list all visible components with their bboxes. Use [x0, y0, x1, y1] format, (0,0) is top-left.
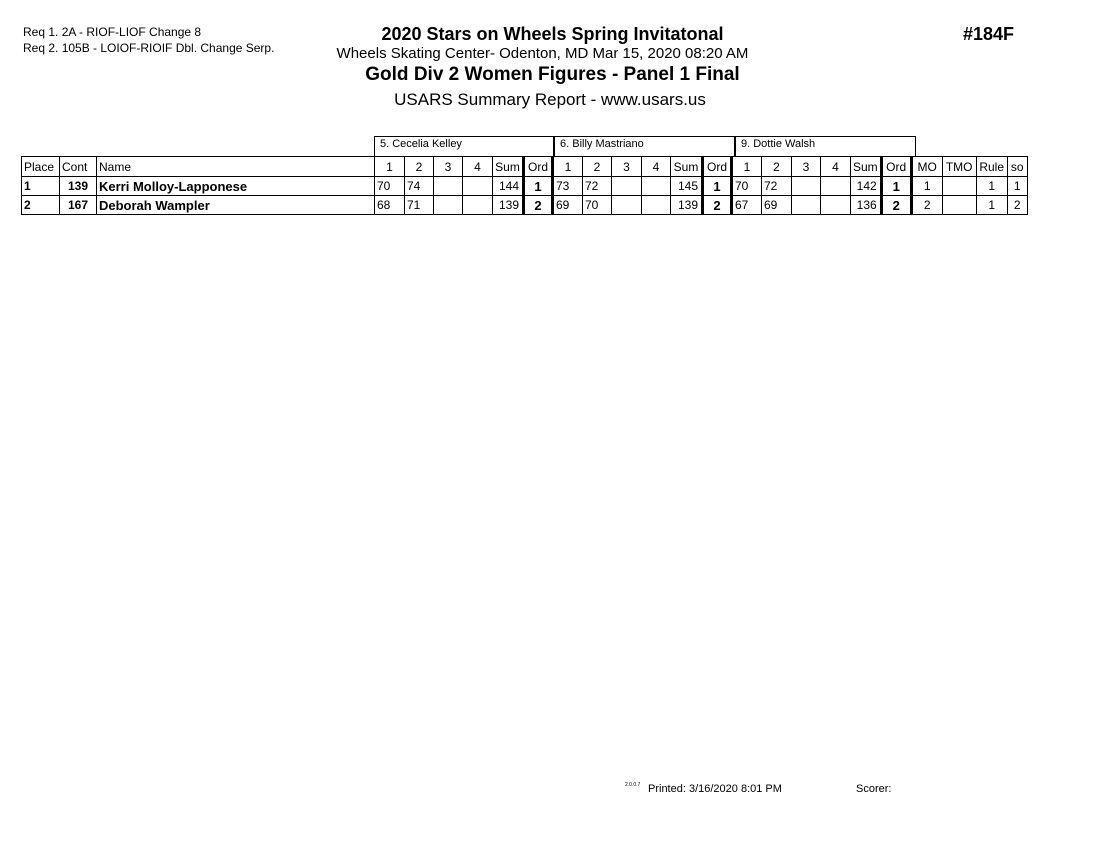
col-j1-ord: Ord [524, 157, 553, 177]
scorer-label: Scorer: [856, 783, 892, 795]
skater-name: Deborah Wampler [97, 196, 375, 215]
cont-cell: 139 [60, 177, 97, 196]
so-cell: 2 [1007, 196, 1027, 215]
cont-cell: 167 [60, 196, 97, 215]
col-j3-s1: 1 [732, 157, 762, 177]
score-cell [821, 177, 851, 196]
place-cell: 1 [22, 177, 60, 196]
place-cell: 2 [22, 196, 60, 215]
col-j3-s4: 4 [821, 157, 851, 177]
sum-cell: 139 [671, 196, 703, 215]
mo-cell: 1 [911, 177, 942, 196]
ord-cell: 1 [703, 177, 732, 196]
col-name: Name [97, 157, 375, 177]
col-j2-ord: Ord [703, 157, 732, 177]
sum-cell: 142 [851, 177, 882, 196]
requirement-1: Req 1. 2A - RIOF-LIOF Change 8 [23, 25, 202, 39]
score-cell [792, 177, 821, 196]
ord-cell: 2 [881, 196, 911, 215]
score-cell [642, 196, 671, 215]
score-cell: 70 [732, 177, 762, 196]
score-cell: 69 [762, 196, 792, 215]
score-cell: 73 [553, 177, 583, 196]
results-table [21, 156, 1028, 215]
score-cell [821, 196, 851, 215]
score-cell [642, 177, 671, 196]
col-j3-sum: Sum [851, 157, 882, 177]
col-cont: Cont [60, 157, 97, 177]
ord-cell: 1 [881, 177, 911, 196]
score-cell [463, 196, 493, 215]
col-j2-s4: 4 [642, 157, 671, 177]
tmo-cell [942, 196, 976, 215]
col-j2-s1: 1 [553, 157, 583, 177]
sum-cell: 136 [851, 196, 882, 215]
ord-cell: 1 [524, 177, 553, 196]
col-j2-s2: 2 [583, 157, 612, 177]
score-cell: 70 [375, 177, 405, 196]
score-cell [612, 177, 642, 196]
skater-name: Kerri Molloy-Lapponese [97, 177, 375, 196]
score-cell [434, 177, 463, 196]
col-j2-sum: Sum [671, 157, 703, 177]
software-version: 2.0.0.7 [625, 782, 641, 788]
event-title: Gold Div 2 Women Figures - Panel 1 Final [365, 64, 740, 85]
sum-cell: 144 [493, 177, 524, 196]
score-cell: 71 [405, 196, 434, 215]
score-cell: 67 [732, 196, 762, 215]
col-j1-s3: 3 [434, 157, 463, 177]
score-cell [792, 196, 821, 215]
score-cell [434, 196, 463, 215]
score-cell: 70 [583, 196, 612, 215]
score-cell: 72 [762, 177, 792, 196]
rule-cell: 1 [976, 177, 1007, 196]
judge-header-2: 6. Billy Mastriano [554, 136, 735, 156]
score-cell [612, 196, 642, 215]
col-j3-s3: 3 [792, 157, 821, 177]
col-j2-s3: 3 [612, 157, 642, 177]
score-cell: 74 [405, 177, 434, 196]
col-j1-s4: 4 [463, 157, 493, 177]
judge-header-1: 5. Cecelia Kelley [374, 136, 554, 156]
report-title: USARS Summary Report - www.usars.us [394, 90, 706, 109]
table-header-row [22, 157, 1028, 177]
score-cell: 68 [375, 196, 405, 215]
ord-cell: 2 [703, 196, 732, 215]
so-cell: 1 [1007, 177, 1027, 196]
sum-cell: 145 [671, 177, 703, 196]
col-j1-sum: Sum [493, 157, 524, 177]
requirement-2: Req 2. 105B - LOIOF-RIOIF Dbl. Change Serp. [23, 41, 275, 55]
col-j1-s1: 1 [375, 157, 405, 177]
col-tmo: TMO [942, 157, 976, 177]
venue-date: Wheels Skating Center- Odenton, MD Mar 15, 2020 08:20 AM [336, 45, 749, 62]
col-rule: Rule [976, 157, 1007, 177]
score-cell [463, 177, 493, 196]
event-number: #184F [963, 24, 1015, 44]
ord-cell: 2 [524, 196, 553, 215]
page-title: 2020 Stars on Wheels Spring Invitatonal [381, 24, 724, 44]
table-row [22, 177, 1028, 196]
sum-cell: 139 [493, 196, 524, 215]
judge-header-3: 9. Dottie Walsh [735, 136, 916, 156]
mo-cell: 2 [911, 196, 942, 215]
score-cell: 72 [583, 177, 612, 196]
col-mo: MO [911, 157, 942, 177]
rule-cell: 1 [976, 196, 1007, 215]
col-j3-ord: Ord [881, 157, 911, 177]
col-place: Place [22, 157, 60, 177]
table-row [22, 196, 1028, 215]
col-j1-s2: 2 [405, 157, 434, 177]
col-j3-s2: 2 [762, 157, 792, 177]
col-so: so [1007, 157, 1027, 177]
score-cell: 69 [553, 196, 583, 215]
printed-timestamp: Printed: 3/16/2020 8:01 PM [648, 783, 782, 795]
tmo-cell [942, 177, 976, 196]
